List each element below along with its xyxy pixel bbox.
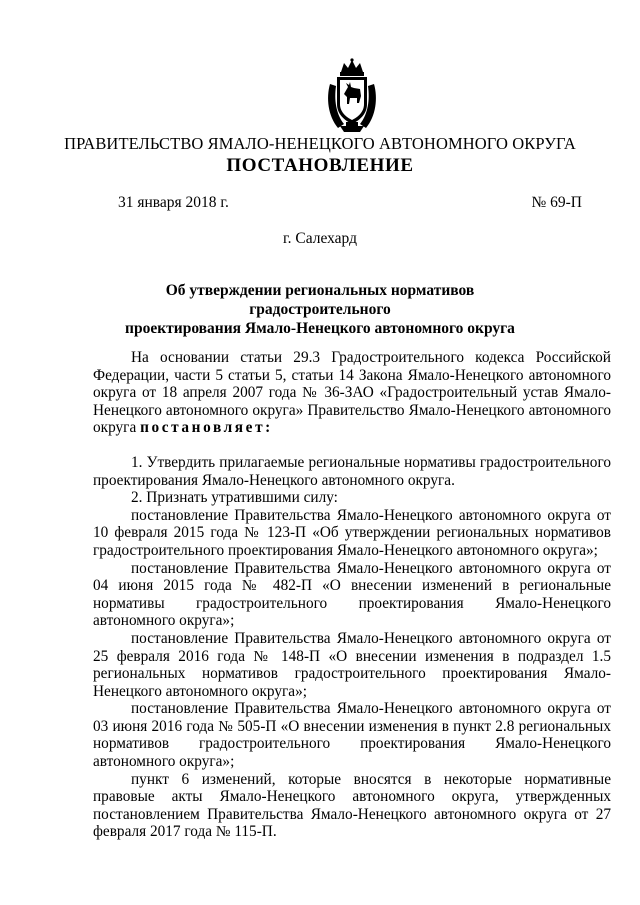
item-paragraph: пункт 6 изменений, которые вносятся в некоторые нормативные правовые акты Ямало-Ненецкого автономного округа, утвержденных постановлением Правительства Ямало-Ненецкого автономного округа от 27 февраля 2017 года № 115-П. [93, 770, 611, 841]
title-line: проектирования Ямало-Ненецкого автономного округа [125, 320, 515, 337]
organization-name: ПРАВИТЕЛЬСТВО ЯМАЛО-НЕНЕЦКОГО АВТОНОМНОГО ОКРУГА [64, 134, 576, 153]
coat-of-arms-icon [324, 58, 380, 134]
document-number: № 69-П [531, 194, 582, 211]
item-paragraph: 1. Утвердить прилагаемые региональные нормативы градостроительного проектирования Ямало-Ненецкого автономного округа. [93, 453, 611, 489]
document-type: ПОСТАНОВЛЕНИЕ [226, 155, 414, 176]
document-date: 31 января 2018 г. [118, 194, 229, 211]
document-body [93, 349, 611, 841]
item-paragraph: постановление Правительства Ямало-Ненецкого автономного округа от 25 февраля 2016 года № 148-П «О внесении изменения в подраздел 1.5 региональных нормативов градостроительного проектирования Ямало-Ненецкого автономного округа»; [93, 629, 611, 700]
title-line: Об утверждении региональных нормативов градостроительного [165, 282, 475, 318]
document-city: г. Салехард [283, 230, 357, 247]
intro-paragraph [93, 349, 611, 437]
item-paragraph: 2. Признать утратившими силу: [131, 489, 338, 507]
resolves-word: постановляет: [140, 419, 273, 437]
item-paragraph: постановление Правительства Ямало-Ненецкого автономного округа от 03 июня 2016 года № 505-П «О внесении изменения в пункт 2.8 региональных нормативов градостроительного проектирования Ямало-Ненецкого автономного округа»; [93, 700, 611, 771]
item-paragraph: постановление Правительства Ямало-Ненецкого автономного округа от 04 июня 2015 года № 482-П «О внесении изменений в региональные нормативы градостроительного проектирования Ямало-Ненецкого автономного округа»; [93, 559, 611, 630]
intro-text: На основании статьи 29.3 Градостроительного кодекса Российской Федерации, части 5 статьи 5, статьи 14 Закона Ямало-Ненецкого автономного округа от 18 апреля 2007 года № 36-ЗАО «Градостроительный устав Ямало-Ненецкого автономного округа» Правительство Ямало-Ненецкого автономного округа [93, 349, 611, 437]
document-title [100, 281, 540, 338]
item-paragraph: постановление Правительства Ямало-Ненецкого автономного округа от 10 февраля 2015 года № 123-П «Об утверждении региональных нормативов градостроительного проектирования Ямало-Ненецкого автономного округа»; [93, 506, 611, 559]
